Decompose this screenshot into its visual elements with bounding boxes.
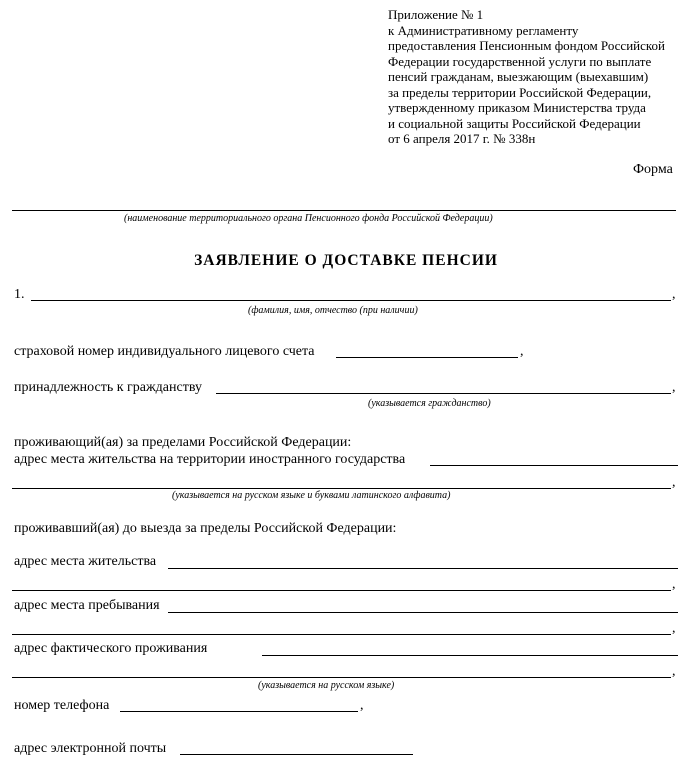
appendix-line: от 6 апреля 2017 г. № 338н: [388, 131, 536, 146]
stay-comma: ,: [672, 621, 676, 636]
stay-label: адрес места пребывания: [14, 598, 160, 613]
phone-field[interactable]: [120, 697, 358, 712]
abroad-address-field[interactable]: [430, 451, 678, 466]
phone-label: номер телефона: [14, 698, 110, 713]
appendix-line: Федерации государственной услуги по выплате: [388, 53, 652, 69]
pfr-office-field[interactable]: [12, 196, 676, 211]
abroad-heading: проживающий(ая) за пределами Российской Федерации:: [14, 435, 352, 450]
citizenship-hint: (указывается гражданство): [368, 398, 491, 409]
abroad-address-label: адрес места жительства на территории иностранного государства: [14, 452, 406, 467]
actual-comma: ,: [672, 664, 676, 679]
form-label: Форма: [633, 162, 673, 177]
section-number: 1.: [14, 287, 25, 302]
pfr-office-hint: (наименование территориального органа Пенсионного фонда Российской Федерации): [124, 213, 493, 224]
stay-field[interactable]: [168, 598, 678, 613]
page-title: ЗАЯВЛЕНИЕ О ДОСТАВКЕ ПЕНСИИ: [194, 252, 498, 269]
actual-label: адрес фактического проживания: [14, 641, 208, 656]
snils-comma: ,: [520, 344, 524, 359]
abroad-address-field-2[interactable]: [12, 474, 671, 489]
email-label: адрес электронной почты: [14, 741, 167, 756]
citizenship-label: принадлежность к гражданству: [14, 380, 202, 395]
citizenship-comma: ,: [672, 380, 676, 395]
phone-comma: ,: [360, 698, 364, 713]
residence-comma: ,: [672, 577, 676, 592]
citizenship-field[interactable]: [216, 379, 671, 394]
residence-field[interactable]: [168, 554, 678, 569]
actual-field[interactable]: [262, 641, 678, 656]
appendix-line: утвержденному приказом Министерства труда: [388, 100, 646, 115]
appendix-line: пенсий гражданам, выезжающим (выехавшим): [388, 69, 649, 84]
before-departure-heading: проживавший(ая) до выезда за пределы Российской Федерации:: [14, 521, 397, 536]
appendix-line: Приложение № 1: [388, 7, 484, 22]
abroad-comma: ,: [672, 475, 676, 490]
appendix-line: к Административному регламенту: [388, 22, 579, 38]
residence-field-2[interactable]: [12, 576, 671, 591]
appendix-line: за пределы территории Российской Федерации,: [388, 84, 652, 100]
snils-label: страховой номер индивидуального лицевого счета: [14, 344, 315, 359]
fio-hint: (фамилия, имя, отчество (при наличии): [248, 305, 418, 316]
residence-label: адрес места жительства: [14, 554, 157, 569]
snils-field[interactable]: [336, 343, 518, 358]
appendix-header: [388, 7, 665, 147]
abroad-hint: (указывается на русском языке и буквами латинского алфавита): [172, 490, 451, 501]
fio-field[interactable]: [31, 286, 671, 301]
appendix-line: предоставления Пенсионным фондом Российской: [388, 38, 665, 53]
stay-field-2[interactable]: [12, 620, 671, 635]
before-departure-hint: (указывается на русском языке): [258, 680, 395, 691]
actual-field-2[interactable]: [12, 663, 671, 678]
email-field[interactable]: [180, 740, 413, 755]
appendix-line: и социальной защиты Российской Федерации: [388, 115, 641, 131]
fio-comma: ,: [672, 287, 676, 302]
